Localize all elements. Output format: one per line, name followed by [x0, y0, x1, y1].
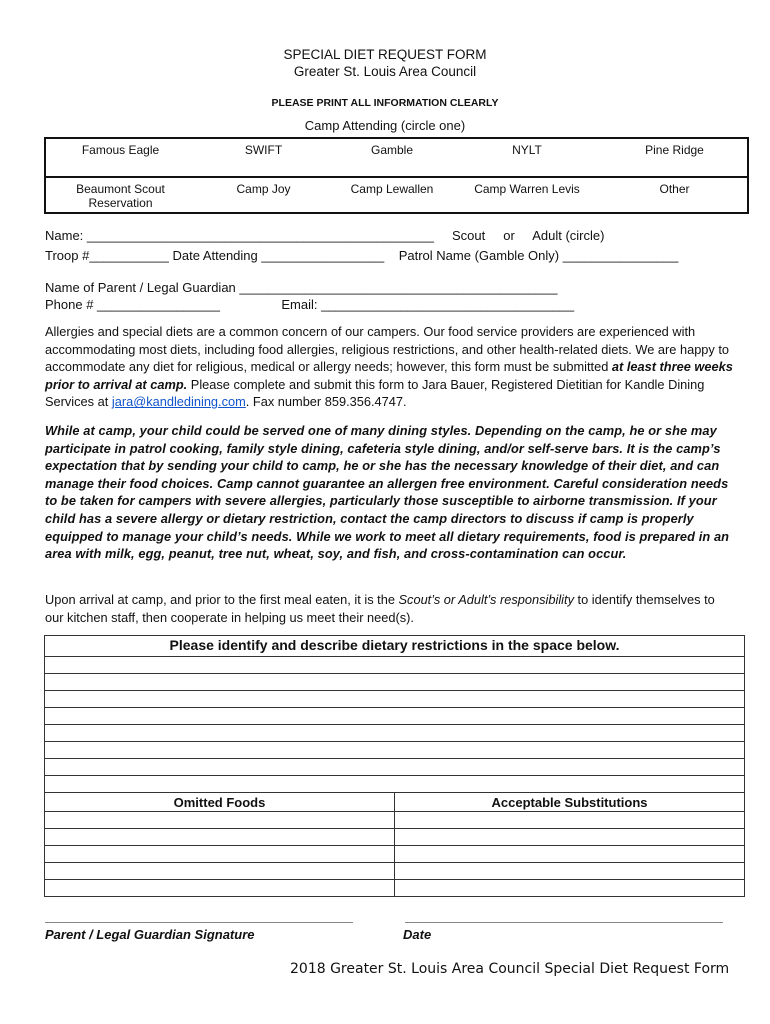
- substitution-cell[interactable]: [395, 863, 745, 880]
- restriction-line[interactable]: [45, 776, 745, 793]
- camp-option-camp-warren-levis[interactable]: Camp Warren Levis: [474, 182, 580, 196]
- camp-option-gamble[interactable]: Gamble: [332, 138, 452, 177]
- substitution-cell[interactable]: [395, 846, 745, 863]
- restriction-line[interactable]: [45, 759, 745, 776]
- substitution-cell[interactable]: [395, 880, 745, 897]
- substitutions-header: Acceptable Substitutions: [395, 793, 745, 812]
- arrival-text-2: to identify themselves to our kitchen staff, then cooperate in helping us meet their need(s).: [45, 592, 715, 625]
- substitution-cell[interactable]: [395, 812, 745, 829]
- omitted-food-cell[interactable]: [45, 880, 395, 897]
- restriction-line[interactable]: [45, 691, 745, 708]
- camp-option-other[interactable]: Other: [659, 182, 690, 196]
- intro-text-1: Allergies and special diets are a common concern of our campers. Our food service providers are experienced with accommodating most diets, including food allergies, religious restrictions, and other health-related diets. We are happy to accommodate any diet for religious, medical or allergy needs; however, this form must be submitted: [45, 324, 730, 375]
- camp-option-nylt[interactable]: NYLT: [452, 138, 602, 177]
- omitted-food-cell[interactable]: [45, 863, 395, 880]
- camp-prompt: Camp Attending (circle one): [304, 118, 466, 133]
- dietitian-email-link[interactable]: jara@kandledining.com: [111, 394, 246, 410]
- restriction-line[interactable]: [45, 742, 745, 759]
- signature-line[interactable]: [45, 922, 353, 923]
- camp-option-swift[interactable]: SWIFT: [195, 138, 332, 177]
- omitted-food-cell[interactable]: [45, 829, 395, 846]
- date-line[interactable]: [405, 922, 723, 923]
- omitted-food-cell[interactable]: [45, 846, 395, 863]
- council-name: Greater St. Louis Area Council: [293, 64, 477, 79]
- omitted-foods-header: Omitted Foods: [45, 793, 395, 812]
- phone-email-line[interactable]: Phone # _________________ Email: ___________________________________: [45, 297, 575, 312]
- camp-option-pine-ridge[interactable]: Pine Ridge: [602, 138, 748, 177]
- page-footer: 2018 Greater St. Louis Area Council Special Diet Request Form: [290, 961, 730, 977]
- camp-option-beaumont-line1: Beaumont Scout: [76, 182, 165, 196]
- omitted-food-cell[interactable]: [45, 812, 395, 829]
- camp-option-camp-lewallen[interactable]: Camp Lewallen: [350, 182, 434, 196]
- restriction-line[interactable]: [45, 708, 745, 725]
- date-label: Date: [403, 927, 432, 942]
- intro-paragraph: [45, 323, 735, 411]
- intro-text-3: . Fax number 859.356.4747.: [245, 394, 407, 410]
- camp-option-famous-eagle[interactable]: Famous Eagle: [45, 138, 195, 177]
- restriction-line[interactable]: [45, 674, 745, 691]
- name-scout-adult-line[interactable]: Name: ________________________________________________ Scout or Adult (circle): [45, 228, 605, 243]
- arrival-text-1: Upon arrival at camp, and prior to the first meal eaten, it is the: [45, 592, 399, 607]
- arrival-responsibility: Scout’s or Adult’s responsibility: [398, 592, 574, 607]
- signature-label: Parent / Legal Guardian Signature: [45, 927, 255, 942]
- dietary-restrictions-table: [44, 635, 745, 897]
- intro-deadline: at least three weeks prior to arrival at camp.: [45, 359, 733, 392]
- arrival-paragraph: [45, 591, 735, 626]
- camp-options-table: [44, 137, 749, 214]
- troop-date-patrol-line[interactable]: Troop #___________ Date Attending _________________ Patrol Name (Gamble Only) ________________: [45, 248, 679, 263]
- intro-text-2: Please complete and submit this form to Jara Bauer, Registered Dietitian for Kandle Dining Services at: [45, 376, 705, 410]
- parent-name-line[interactable]: Name of Parent / Legal Guardian ____________________________________________: [45, 280, 558, 295]
- print-instruction: PLEASE PRINT ALL INFORMATION CLEARLY: [271, 97, 499, 109]
- restriction-line[interactable]: [45, 657, 745, 674]
- restrictions-header: Please identify and describe dietary restrictions in the space below.: [45, 636, 745, 657]
- dining-warning-paragraph: While at camp, your child could be served one of many dining styles. Depending on the camp, he or she may participate in patrol cooking, family style dining, cafeteria style dining, and/or self-serve bars. It is the camp’s expectation that by sending your child to camp, he or she has the necessary knowledge of their diet, and can manage their food choices. Camp cannot guarantee an allergen free environment. Careful consideration needs to be taken for campers with severe allergies, particularly those susceptible to airborne transmission. If your child has a severe allergy or dietary restriction, contact the camp directors to discuss if camp is properly equipped to manage your child’s needs. While we work to meet all dietary requirements, food is prepared in an area with milk, egg, peanut, tree nut, wheat, soy, and fish, and cross-contamination can occur.: [45, 423, 730, 562]
- camp-option-camp-joy[interactable]: Camp Joy: [236, 182, 291, 196]
- substitution-cell[interactable]: [395, 829, 745, 846]
- camp-option-beaumont[interactable]: [45, 177, 195, 213]
- camp-option-beaumont-line2: Reservation: [88, 196, 153, 210]
- form-title: SPECIAL DIET REQUEST FORM: [283, 47, 487, 62]
- restriction-line[interactable]: [45, 725, 745, 742]
